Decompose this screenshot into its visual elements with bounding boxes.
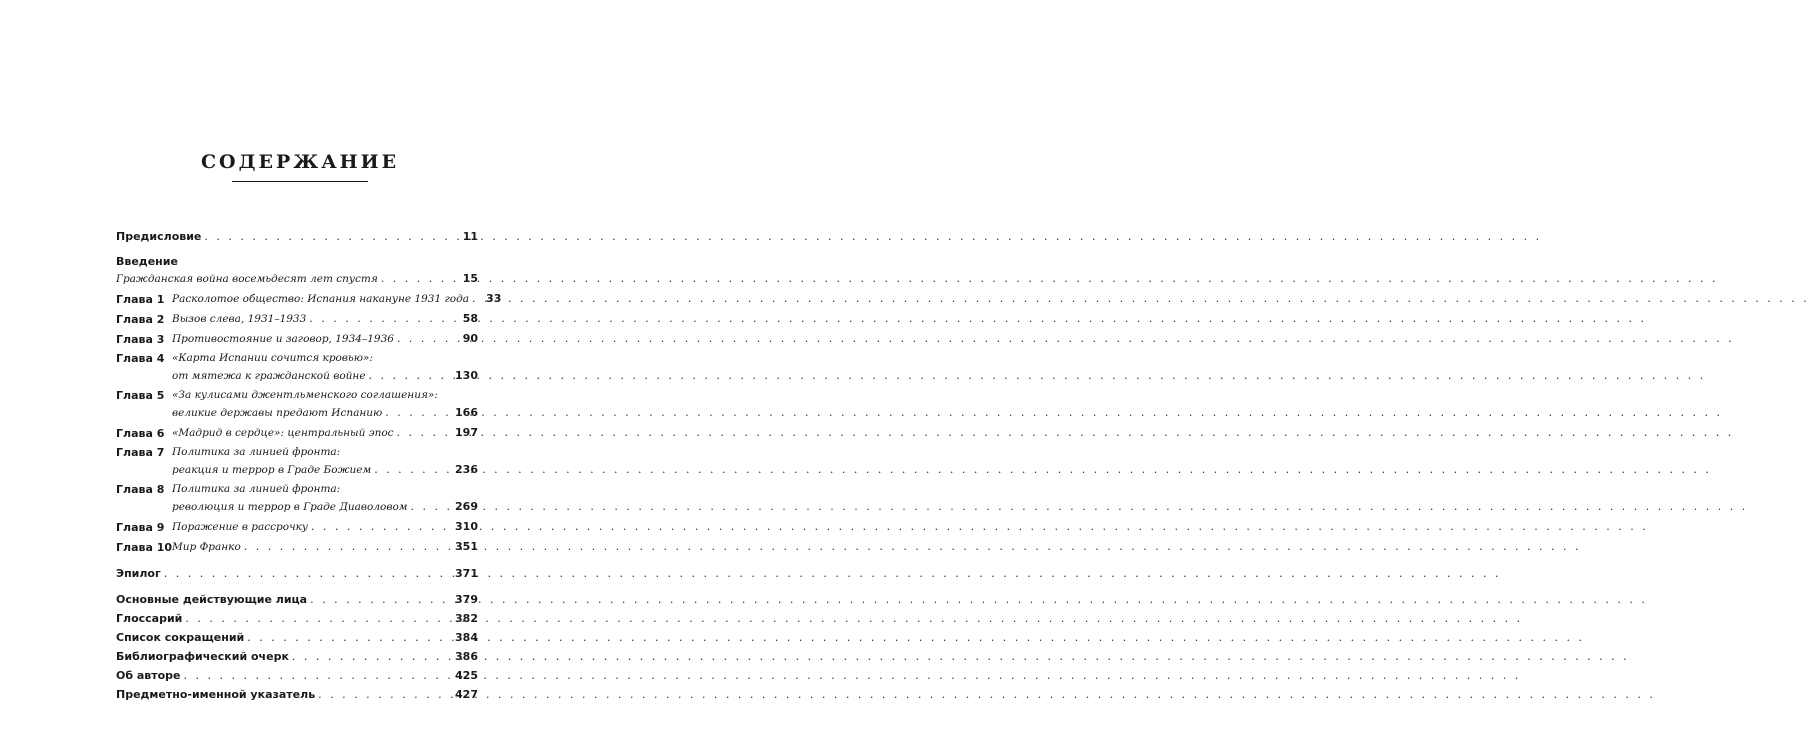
entry-label: Список сокращений [116, 631, 245, 644]
entry-page: 310 [455, 520, 478, 533]
entry-label: Предисловие [116, 230, 202, 243]
chapter-number: Глава 4 [116, 352, 165, 365]
entry-page: 197 [455, 426, 478, 439]
toc-entry-chapter[interactable] [116, 330, 478, 348]
entry-page: 11 [462, 230, 478, 243]
entry-label: Эпилог [116, 567, 161, 580]
toc-entry-chapter[interactable] [116, 538, 478, 556]
dot-leader [244, 538, 451, 555]
dot-leader [204, 228, 458, 245]
toc-entry-chapter[interactable] [116, 518, 478, 536]
entry-label: Предметно-именной указатель [116, 688, 316, 701]
toc-entry-chapter[interactable] [116, 387, 478, 422]
entry-page: 15 [462, 272, 478, 285]
dot-leader [397, 330, 459, 347]
toc-entry-chapter[interactable] [116, 424, 478, 442]
dot-leader [309, 310, 458, 327]
toc-entry-epilogue[interactable] [116, 565, 478, 582]
toc-entry-chapter[interactable] [116, 481, 478, 516]
entry-label: Библиографический очерк [116, 650, 289, 663]
page-title: СОДЕРЖАНИЕ [200, 151, 400, 173]
dot-leader [369, 367, 451, 384]
chapter-title-line-1: Политика за линией фронта: [172, 446, 341, 458]
entry-page: 33 [486, 292, 502, 305]
chapter-title-line-2: революция и террор в Граде Диаволовом [172, 501, 408, 513]
dot-leader [374, 461, 451, 478]
dot-leader [397, 424, 451, 441]
dot-leader [411, 498, 452, 515]
chapter-title-line-1: «Карта Испании сочится кровью»: [172, 352, 373, 364]
chapter-number: Глава 8 [116, 483, 165, 496]
dot-leader [184, 667, 452, 684]
title-divider [232, 181, 368, 182]
chapter-title-line-1: «За кулисами джентльменского соглашения»: [172, 389, 438, 401]
chapter-title: Мир Франко [172, 541, 241, 553]
chapter-number: Глава 10 [116, 541, 173, 554]
toc-entry-back-matter[interactable] [116, 667, 478, 684]
entry-page: 269 [455, 500, 478, 513]
chapter-title: «Мадрид в сердце»: центральный эпос [172, 427, 394, 439]
toc-entry-back-matter[interactable] [116, 610, 478, 627]
toc-entry-preface[interactable] [116, 228, 478, 245]
table-of-contents [116, 228, 502, 703]
chapter-number: Глава 7 [116, 446, 165, 459]
entry-page: 351 [455, 540, 478, 553]
chapter-title-line-2: реакция и террор в Граде Божием [172, 464, 372, 476]
toc-entry-back-matter[interactable] [116, 629, 478, 646]
entry-page: 130 [455, 369, 478, 382]
entry-page: 386 [455, 650, 478, 663]
entry-page: 384 [455, 631, 478, 644]
toc-entry-introduction[interactable] [116, 254, 478, 288]
dot-leader [292, 648, 451, 665]
dot-leader [164, 565, 451, 582]
dot-leader [310, 591, 451, 608]
chapter-title-line-2: от мятежа к гражданской войне [172, 370, 366, 382]
entry-label: Введение [116, 255, 178, 268]
dot-leader [185, 610, 451, 627]
chapter-title: Поражение в рассрочку [172, 521, 308, 533]
toc-entry-back-matter[interactable] [116, 686, 478, 703]
chapter-title: Противостояние и заговор, 1934–1936 [172, 333, 394, 345]
dot-leader [381, 270, 459, 287]
dot-leader [247, 629, 451, 646]
entry-page: 371 [455, 567, 478, 580]
toc-entry-chapter[interactable] [116, 444, 478, 479]
dot-leader [472, 290, 482, 307]
chapter-title: Расколотое общество: Испания накануне 1931 года [172, 293, 470, 305]
entry-label: Об авторе [116, 669, 181, 682]
dot-leader [385, 404, 451, 421]
chapter-number: Глава 9 [116, 521, 165, 534]
entry-page: 58 [462, 312, 478, 325]
chapter-number: Глава 5 [116, 389, 165, 402]
entry-page: 90 [462, 332, 478, 345]
entry-page: 427 [455, 688, 478, 701]
entry-page: 379 [455, 593, 478, 606]
chapter-number: Глава 3 [116, 333, 165, 346]
toc-entry-back-matter[interactable] [116, 648, 478, 665]
dot-leader [318, 686, 451, 703]
chapter-title: Вызов слева, 1931–1933 [172, 313, 307, 325]
chapter-number: Глава 2 [116, 313, 165, 326]
toc-entry-chapter[interactable] [116, 350, 478, 385]
chapter-title-line-2: великие державы предают Испанию [172, 407, 383, 419]
chapter-title-line-1: Политика за линией фронта: [172, 483, 341, 495]
toc-entry-chapter[interactable] [116, 310, 478, 328]
entry-subtitle: Гражданская война восемьдесят лет спустя [116, 273, 378, 285]
entry-label: Глоссарий [116, 612, 183, 625]
toc-entry-chapter[interactable] [116, 290, 502, 308]
entry-label: Основные действующие лица [116, 593, 308, 606]
entry-page: 425 [455, 669, 478, 682]
chapter-number: Глава 1 [116, 293, 165, 306]
toc-entry-back-matter[interactable] [116, 591, 478, 608]
dot-leader [311, 518, 451, 535]
entry-page: 236 [455, 463, 478, 476]
entry-page: 166 [455, 406, 478, 419]
chapter-number: Глава 6 [116, 427, 165, 440]
entry-page: 382 [455, 612, 478, 625]
